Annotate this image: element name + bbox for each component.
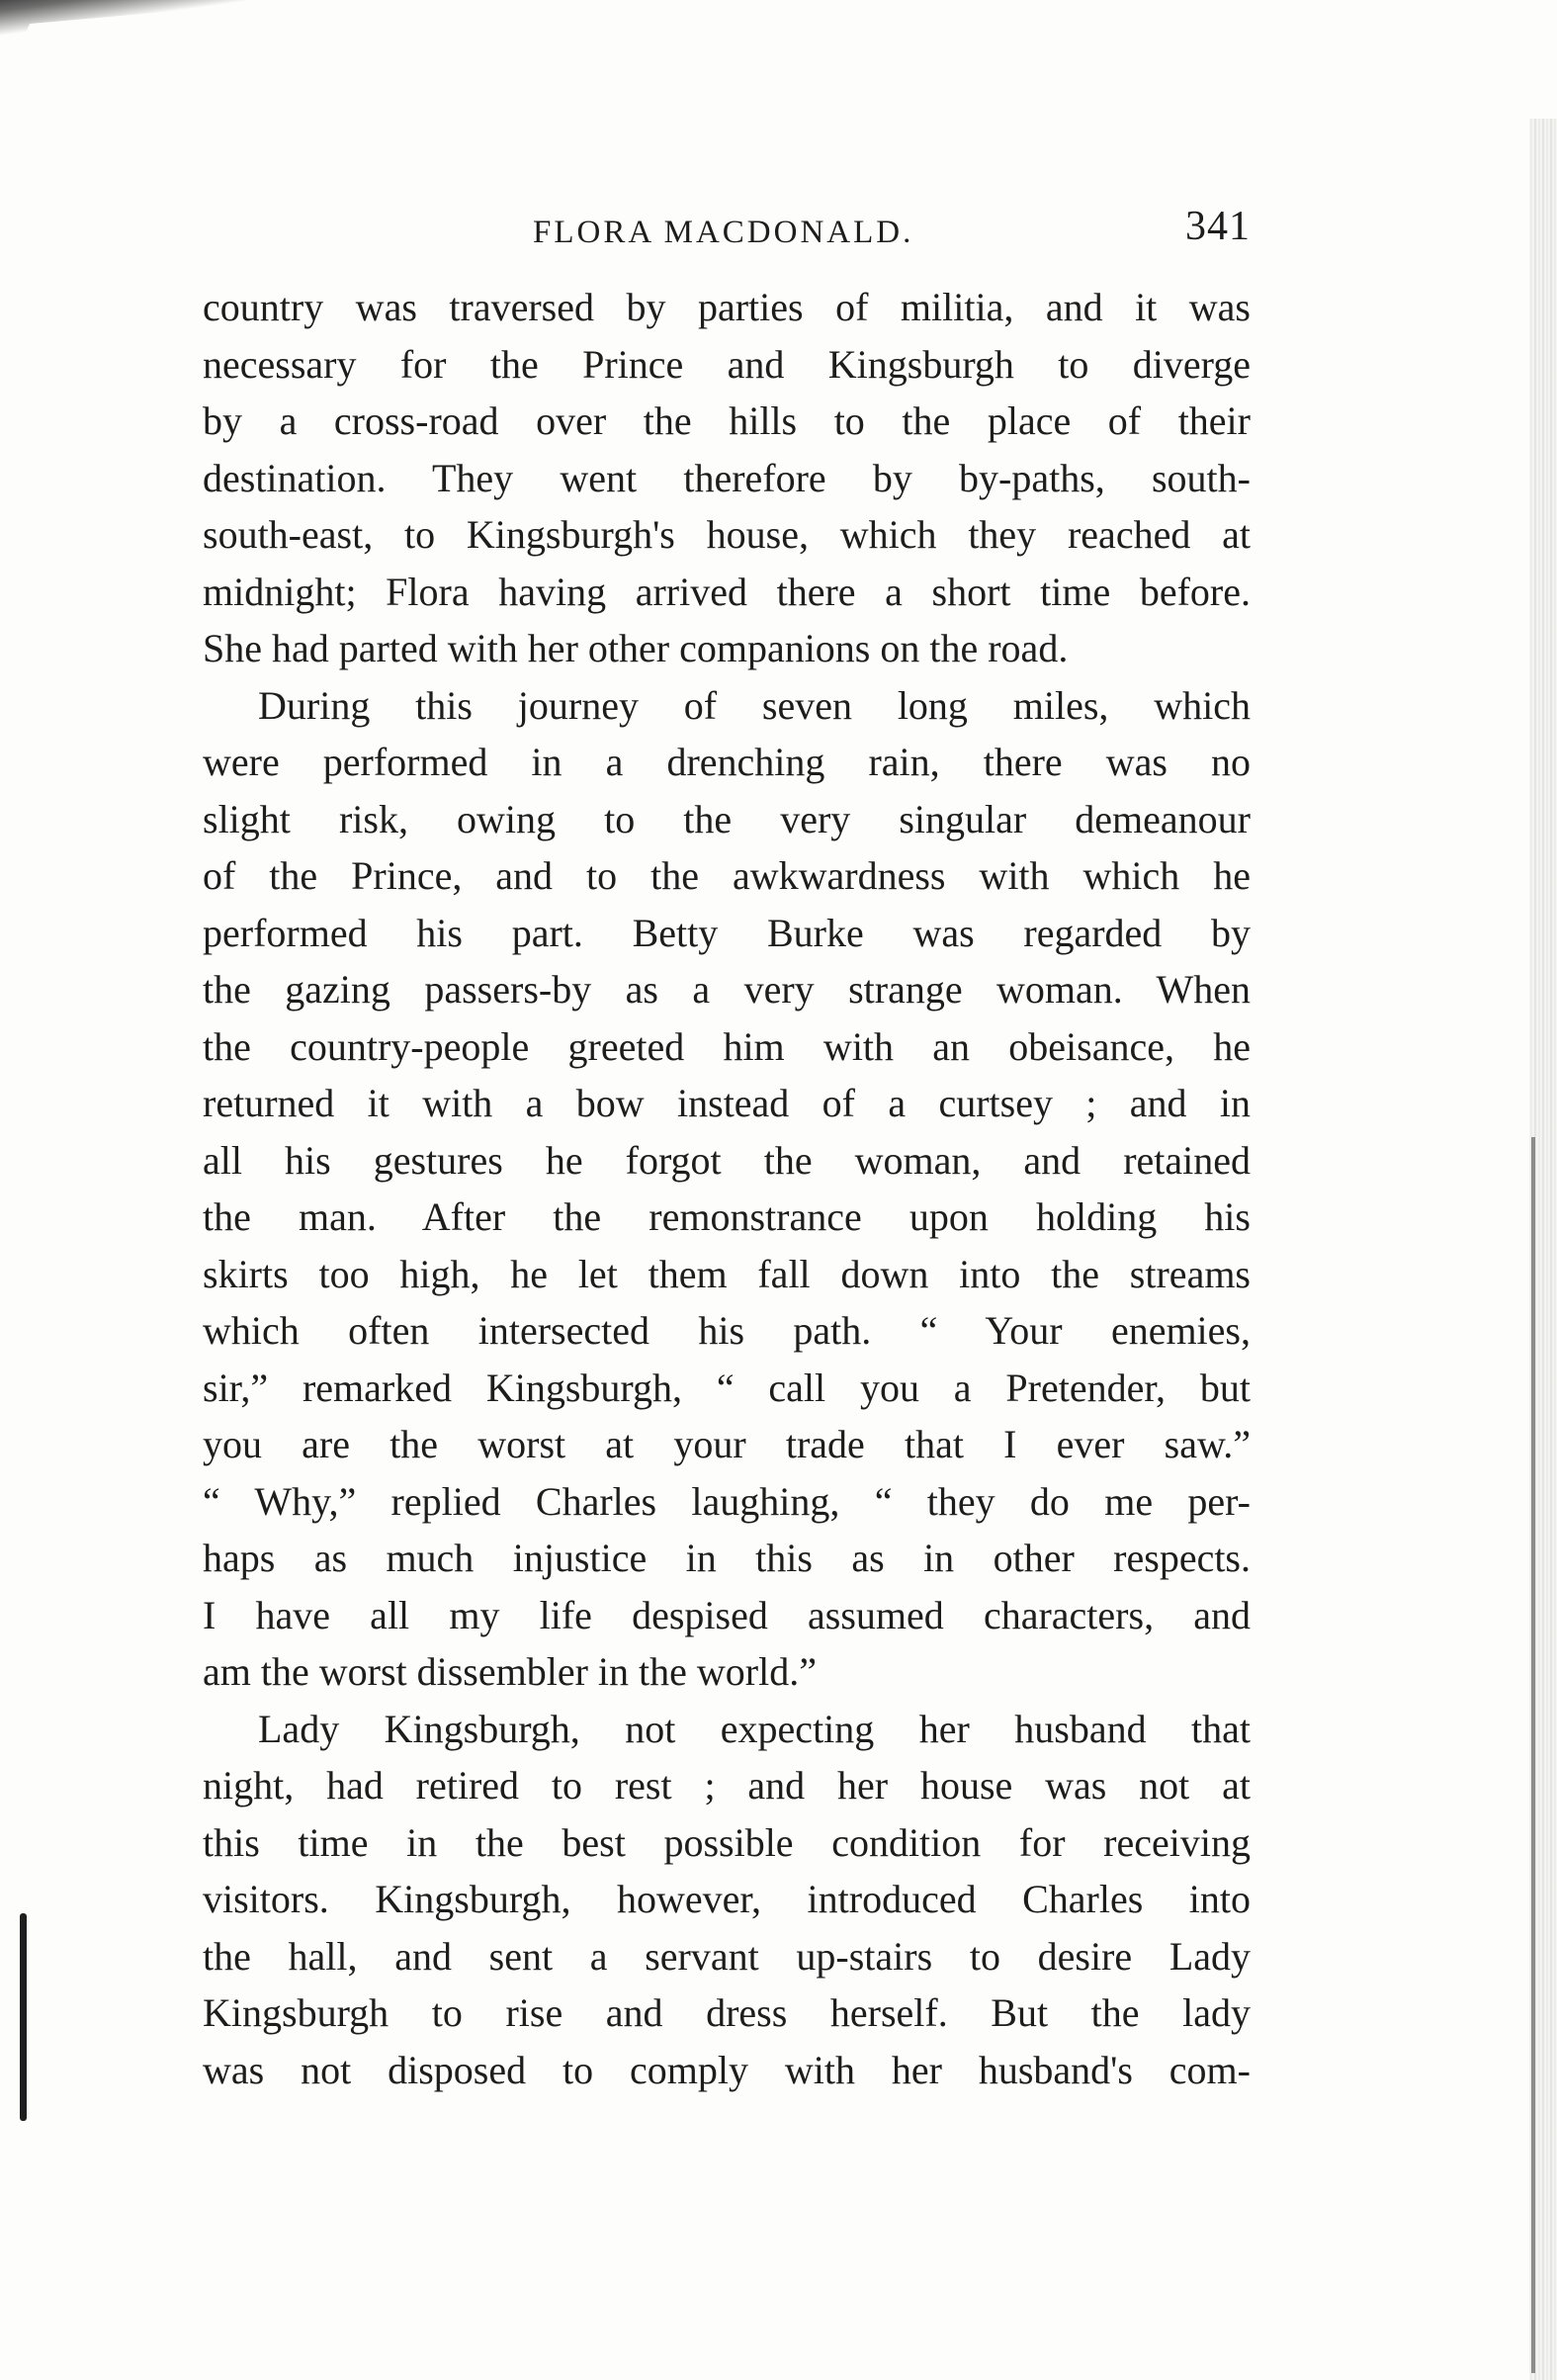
- text-line: the country-people greeted him with an obeisance, he: [203, 1023, 1251, 1069]
- text-line: this time in the best possible condition for receiving: [203, 1819, 1251, 1865]
- paragraph-1: [203, 279, 1251, 677]
- text-line: country was traversed by parties of militia, and it was: [203, 285, 1251, 329]
- text-line: haps as much injustice in this as in other respects.: [203, 1536, 1251, 1580]
- text-line: “ Why,” replied Charles laughing, “ they do me per-: [203, 1478, 1251, 1524]
- text-line: all his gestures he forgot the woman, and retained: [203, 1137, 1251, 1183]
- text-line: of the Prince, and to the awkwardness with which he: [203, 853, 1251, 898]
- text-line: you are the worst at your trade that I ever saw.”: [203, 1422, 1251, 1466]
- text-line: the gazing passers-by as a very strange woman. When: [203, 967, 1251, 1012]
- text-line: were performed in a drenching rain, there was no: [203, 740, 1251, 784]
- page-header: [203, 203, 1251, 262]
- text-line: I have all my life despised assumed characters, and: [203, 1592, 1251, 1637]
- text-line: Lady Kingsburgh, not expecting her husband that: [258, 1706, 1251, 1751]
- text-line: Kingsburgh to rise and dress herself. But the lady: [203, 1990, 1251, 2035]
- text-line: the hall, and sent a servant up-stairs to desire Lady: [203, 1933, 1251, 1979]
- text-line: south-east, to Kingsburgh's house, which they reached at: [203, 512, 1251, 557]
- body-text: [203, 279, 1251, 2098]
- scan-margin-mark: [20, 1913, 27, 2121]
- running-head: FLORA MACDONALD.: [533, 215, 914, 250]
- text-line: visitors. Kingsburgh, however, introduced Charles into: [203, 1877, 1251, 1921]
- page-number: 341: [1185, 204, 1251, 249]
- text-line: destination. They went therefore by by-paths, south-: [203, 455, 1251, 500]
- text-line: performed his part. Betty Burke was regarded by: [203, 910, 1251, 955]
- text-line: necessary for the Prince and Kingsburgh to diverge: [203, 341, 1251, 387]
- text-line: the man. After the remonstrance upon holding his: [203, 1194, 1251, 1239]
- text-line: which often intersected his path. “ Your enemies,: [203, 1308, 1251, 1353]
- text-line: During this journey of seven long miles, which: [258, 682, 1251, 728]
- text-line: sir,” remarked Kingsburgh, “ call you a Pretender, but: [203, 1365, 1251, 1410]
- text-line: was not disposed to comply with her husband's com-: [203, 2047, 1251, 2092]
- text-line: slight risk, owing to the very singular demeanour: [203, 796, 1251, 841]
- scan-binding-shadow: [1531, 1137, 1535, 2373]
- text-line: returned it with a bow instead of a curtsey ; and in: [203, 1081, 1251, 1125]
- text-line: She had parted with her other companions on the road.: [203, 626, 1069, 670]
- text-line: skirts too high, he let them fall down into the streams: [203, 1251, 1251, 1296]
- paragraph-2: [203, 677, 1251, 1701]
- text-line: night, had retired to rest ; and her house was not at: [203, 1763, 1251, 1807]
- scan-corner-smudge: [0, 0, 247, 59]
- text-line: by a cross-road over the hills to the place of their: [203, 398, 1251, 443]
- text-line: am the worst dissembler in the world.”: [203, 1649, 817, 1694]
- text-line: midnight; Flora having arrived there a short time before.: [203, 569, 1251, 614]
- paragraph-3: [203, 1701, 1251, 2099]
